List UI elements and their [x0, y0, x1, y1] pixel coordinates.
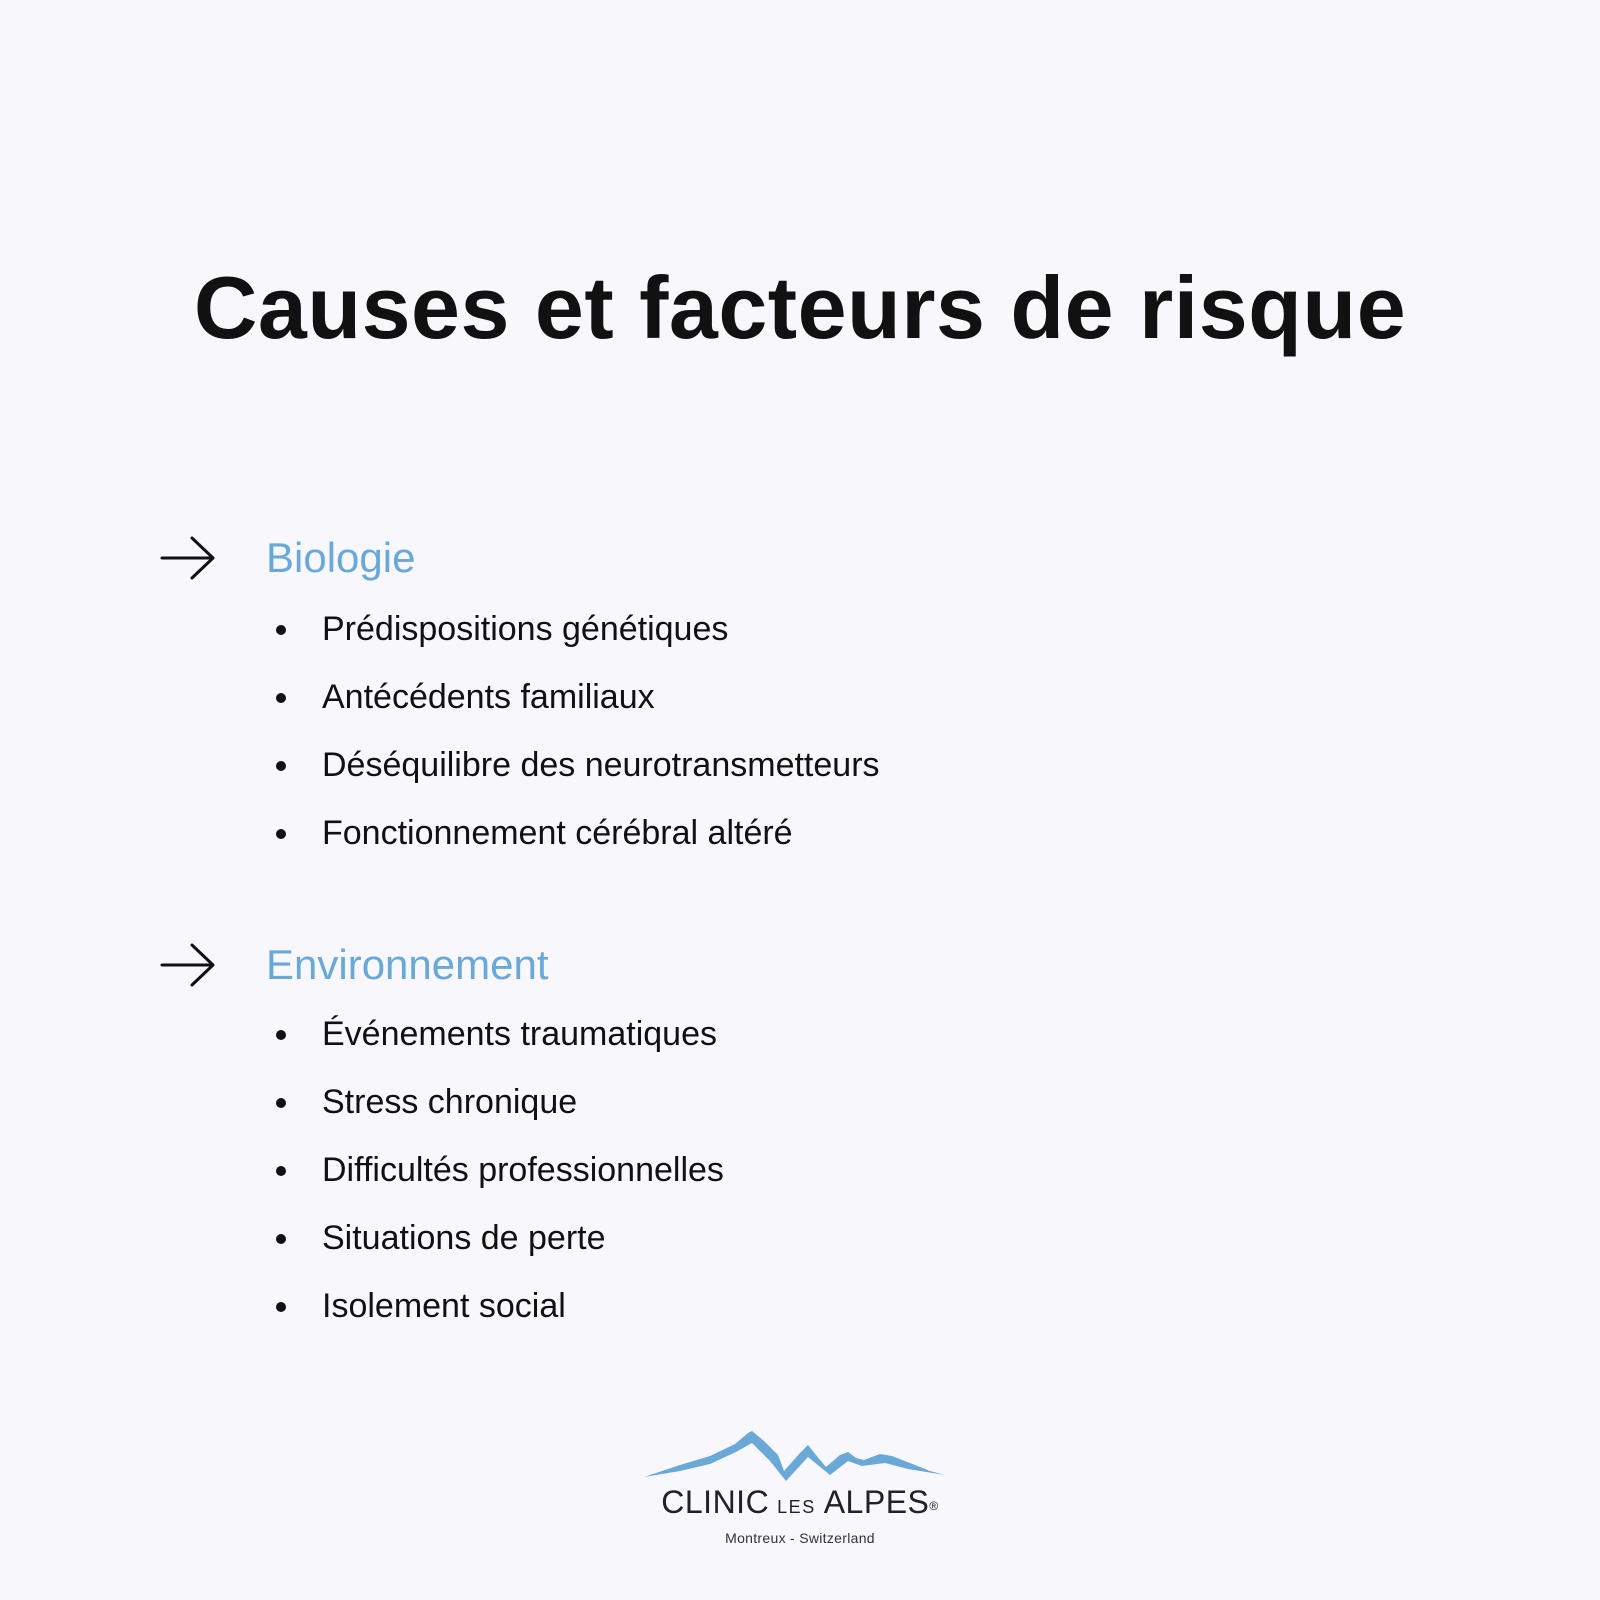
clinic-logo — [600, 1425, 1000, 1555]
bullet-dot — [276, 1098, 286, 1108]
logo-wordmark — [600, 1482, 1000, 1527]
logo-name-les: LES — [777, 1497, 816, 1517]
bullet-dot — [276, 693, 286, 703]
list-item — [160, 1136, 1360, 1204]
bullet-dot — [276, 1234, 286, 1244]
logo-name-alpes: ALPES — [823, 1484, 930, 1520]
list-item-label: Stress chronique — [322, 1083, 578, 1121]
list-item-label: Déséquilibre des neurotransmetteurs — [322, 746, 880, 784]
mountain-logo-icon — [640, 1425, 960, 1485]
section-header — [160, 528, 1360, 588]
arrow-right-icon — [160, 943, 216, 987]
logo-subtitle: Montreux - Switzerland — [725, 1530, 875, 1546]
list-item-label: Isolement social — [322, 1287, 566, 1325]
list-item — [160, 799, 1360, 867]
list-item — [160, 1000, 1360, 1068]
page-title: Causes et facteurs de risque — [193, 258, 1407, 357]
bullet-list-biologie — [160, 595, 1360, 867]
registered-mark: ® — [929, 1499, 939, 1513]
section-environnement — [160, 935, 1360, 1340]
list-item — [160, 1068, 1360, 1136]
list-item-label: Antécédents familiaux — [322, 678, 655, 716]
bullet-dot — [276, 829, 286, 839]
arrow-right-icon — [160, 536, 216, 580]
bullet-dot — [276, 1302, 286, 1312]
list-item-label: Prédispositions génétiques — [322, 610, 729, 648]
list-item-label: Situations de perte — [322, 1219, 606, 1257]
list-item — [160, 663, 1360, 731]
bullet-list-environnement — [160, 1000, 1360, 1340]
logo-name-clinic: CLINIC — [661, 1484, 770, 1520]
bullet-dot — [276, 761, 286, 771]
section-heading-biologie: Biologie — [266, 534, 416, 581]
list-item — [160, 1272, 1360, 1340]
list-item-label: Fonctionnement cérébral altéré — [322, 814, 793, 852]
list-item — [160, 1204, 1360, 1272]
section-biologie — [160, 528, 1360, 867]
list-item — [160, 595, 1360, 663]
list-item-label: Difficultés professionnelles — [322, 1151, 724, 1189]
list-item — [160, 731, 1360, 799]
list-item-label: Événements traumatiques — [322, 1015, 717, 1053]
bullet-dot — [276, 625, 286, 635]
section-header — [160, 935, 1360, 995]
section-heading-environnement: Environnement — [266, 941, 549, 988]
bullet-dot — [276, 1166, 286, 1176]
bullet-dot — [276, 1030, 286, 1040]
